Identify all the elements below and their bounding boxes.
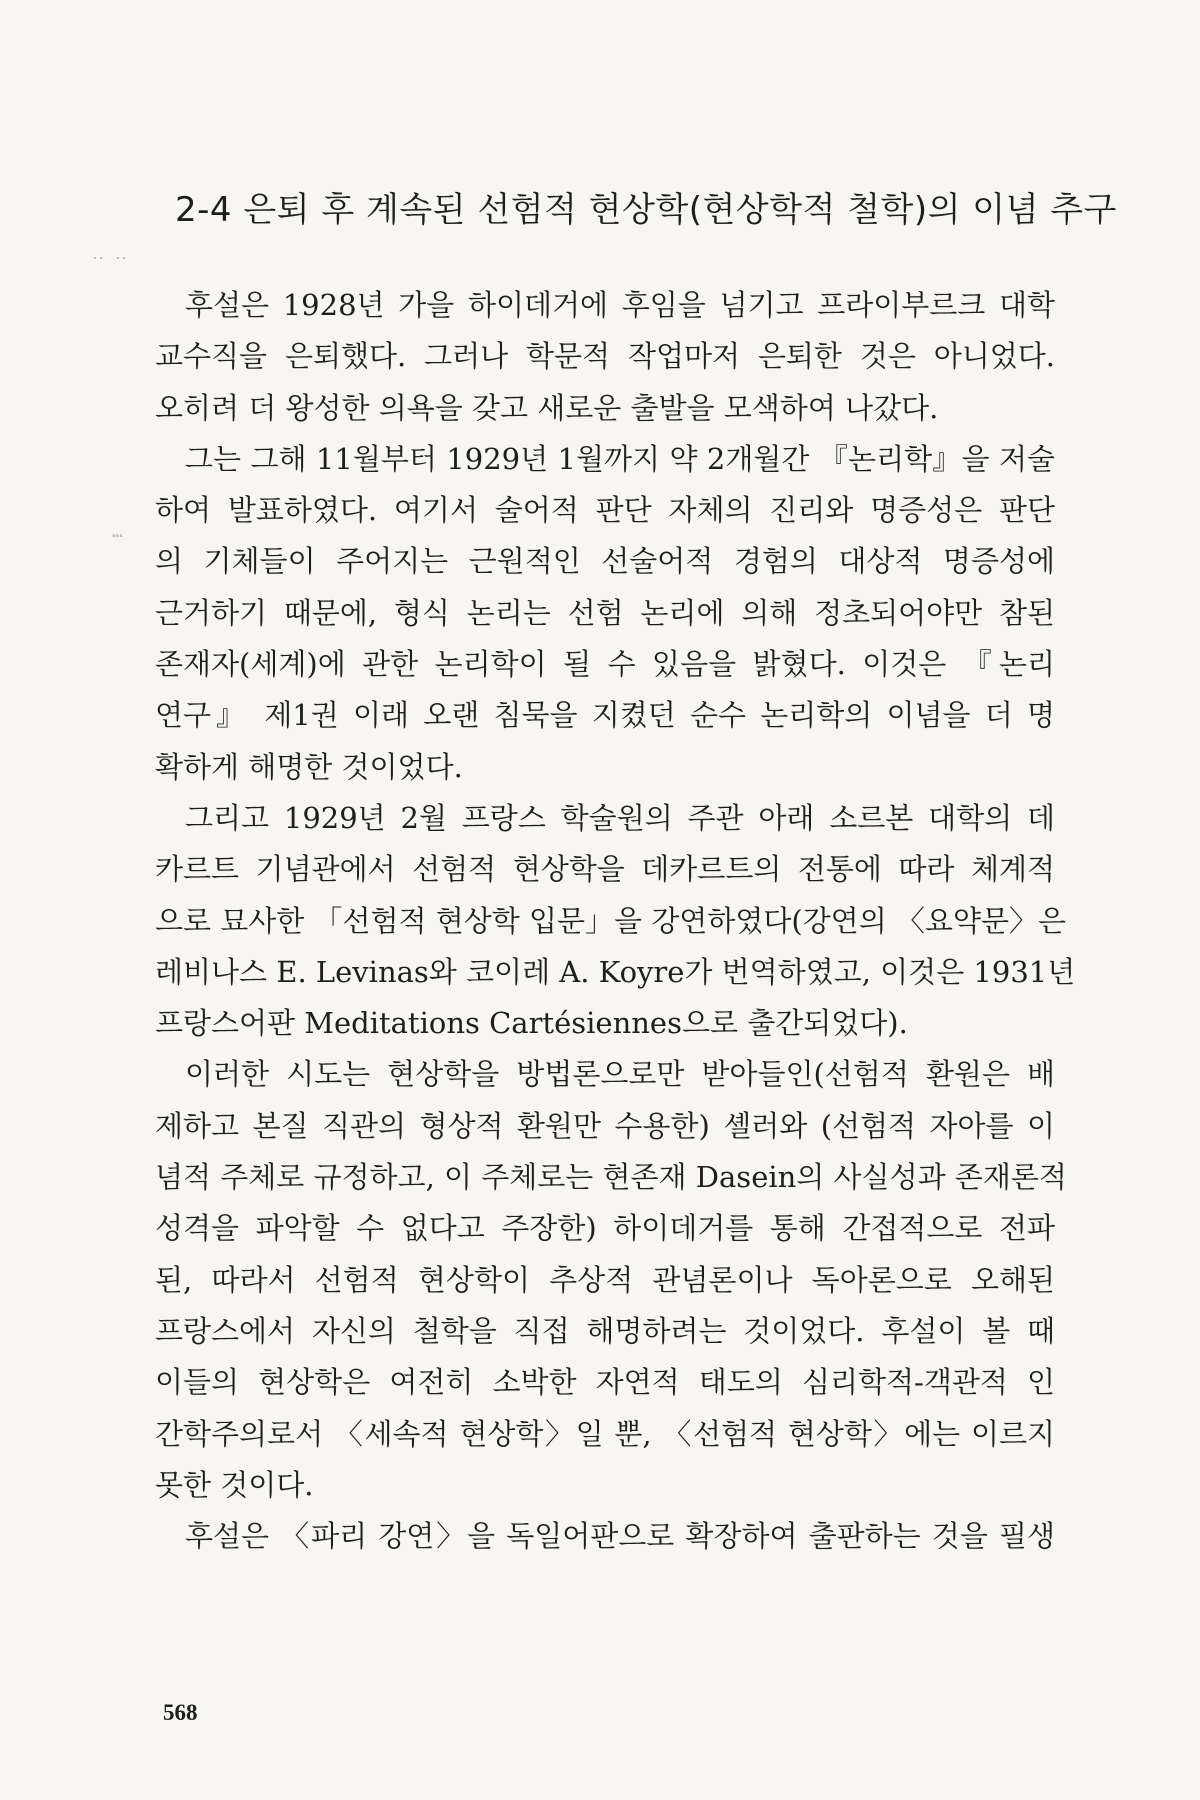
text-line: 오히려 더 왕성한 의욕을 갖고 새로운 출발을 모색하여 나갔다. bbox=[155, 390, 939, 425]
text-line: 간학주의로서 〈세속적 현상학〉일 뿐, 〈선험적 현상학〉에는 이르지 bbox=[155, 1416, 1055, 1451]
text-line: 그는 그해 11월부터 1929년 1월까지 약 2개월간 『논리학』을 저술 bbox=[185, 441, 1055, 476]
text-line: 으로 묘사한 「선험적 현상학 입문」을 강연하였다(강연의 〈요약문〉은 bbox=[155, 903, 1066, 938]
text-line: 의 기체들이 주어지는 근원적인 선술어적 경험의 대상적 명증성에 bbox=[155, 544, 1055, 579]
text-line: 레비나스 E. Levinas와 코이레 A. Koyre가 번역하였고, 이것은 1931년 bbox=[155, 954, 1076, 989]
margin-scan-mark: ‥ ‥ bbox=[92, 243, 127, 264]
section-heading: 2-4 은퇴 후 계속된 선험적 현상학(현상학적 철학)의 이념 추구 bbox=[175, 190, 1117, 230]
text-line: 그리고 1929년 2월 프랑스 학술원의 주관 아래 소르본 대학의 데 bbox=[185, 800, 1055, 835]
text-line: 이들의 현상학은 여전히 소박한 자연적 태도의 심리학적-객관적 인 bbox=[155, 1365, 1055, 1400]
text-line: 이러한 시도는 현상학을 방법론으로만 받아들인(선험적 환원은 배 bbox=[185, 1057, 1055, 1092]
text-line: 념적 주체로 규정하고, 이 주체로는 현존재 Dasein의 사실성과 존재론적 bbox=[155, 1160, 1067, 1195]
text-line: 못한 것이다. bbox=[155, 1467, 314, 1502]
body-text bbox=[155, 280, 1076, 1562]
margin-scan-mark: … bbox=[112, 521, 123, 542]
text-line: 후설은 1928년 가을 하이데거에 후임을 넘기고 프라이부르크 대학 bbox=[185, 288, 1055, 322]
text-line: 프랑스어판 Meditations Cartésiennes으로 출간되었다). bbox=[155, 1006, 908, 1041]
text-line: 교수직을 은퇴했다. 그러나 학문적 작업마저 은퇴한 것은 아니었다. bbox=[155, 339, 1055, 374]
text-line: 카르트 기념관에서 선험적 현상학을 데카르트의 전통에 따라 체계적 bbox=[155, 852, 1055, 887]
text-line: 프랑스에서 자신의 철학을 직접 해명하려는 것이었다. 후설이 볼 때 bbox=[155, 1313, 1055, 1348]
text-line: 확하게 해명한 것이었다. bbox=[155, 749, 463, 784]
text-line: 연구』 제1권 이래 오랜 침묵을 지켰던 순수 논리학의 이념을 더 명 bbox=[155, 698, 1055, 733]
page-number: 568 bbox=[163, 1700, 198, 1725]
text-line: 근거하기 때문에, 형식 논리는 선험 논리에 의해 정초되어야만 참된 bbox=[155, 595, 1055, 630]
text-line: 제하고 본질 직관의 형상적 환원만 수용한) 셸러와 (선험적 자아를 이 bbox=[155, 1108, 1055, 1143]
text-line: 하여 발표하였다. 여기서 술어적 판단 자체의 진리와 명증성은 판단 bbox=[155, 493, 1055, 528]
text-line: 후설은 〈파리 강연〉을 독일어판으로 확장하여 출판하는 것을 필생 bbox=[185, 1519, 1055, 1554]
text-line: 성격을 파악할 수 없다고 주장한) 하이데거를 통해 간접적으로 전파 bbox=[155, 1211, 1055, 1246]
text-line: 된, 따라서 선험적 현상학이 추상적 관념론이나 독아론으로 오해된 bbox=[155, 1262, 1055, 1297]
text-line: 존재자(세계)에 관한 논리학이 될 수 있음을 밝혔다. 이것은 『논리 bbox=[155, 647, 1055, 682]
